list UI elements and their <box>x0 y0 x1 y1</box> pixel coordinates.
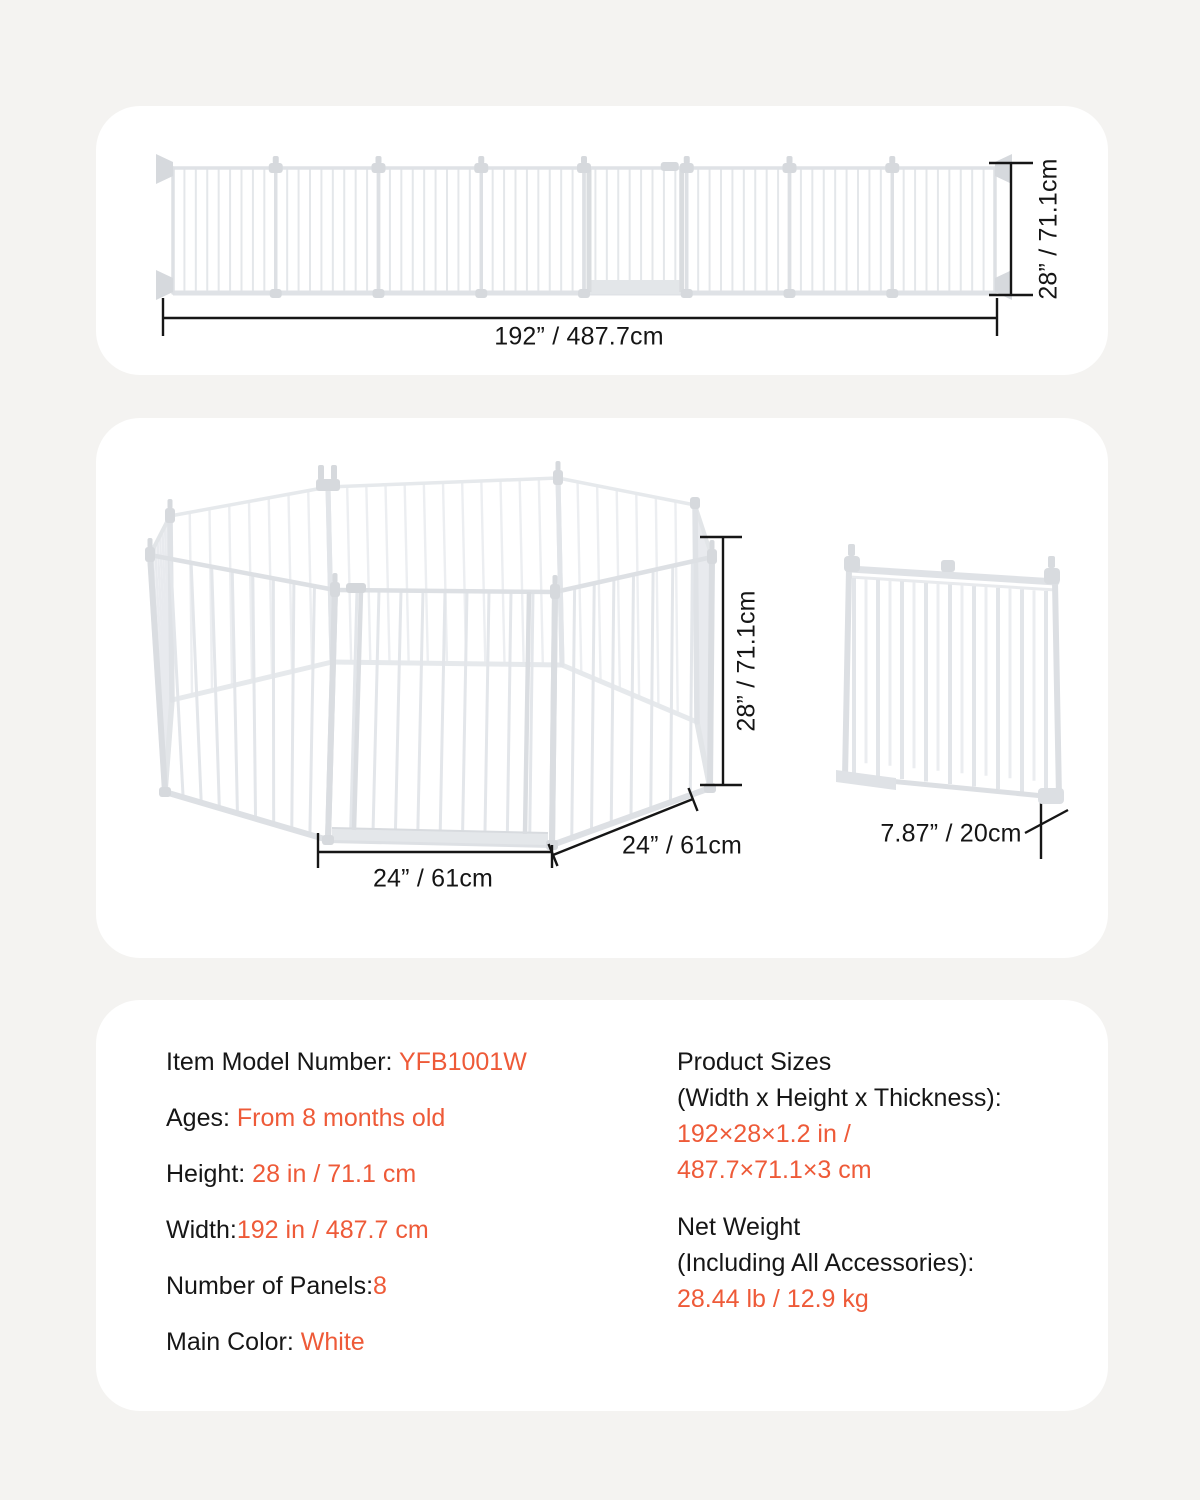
spec-label: Item Model Number: <box>166 1048 399 1076</box>
spec-label: Ages: <box>166 1104 237 1132</box>
spec-value: From 8 months old <box>236 1104 446 1132</box>
pen-front-width-dimension-label: 24” / 61cm <box>372 864 494 893</box>
pen-height-dimension-label: 28” / 71.1cm <box>732 590 761 732</box>
spec-list-right <box>677 1044 1077 1317</box>
spec-row-panels <box>166 1269 606 1303</box>
product-sizes-value-cm: 487.7×71.1×3 cm <box>677 1156 872 1184</box>
spec-value: 28 in / 71.1 cm <box>252 1160 417 1188</box>
flat-width-dimension-label: 192” / 487.7cm <box>494 322 664 351</box>
spec-label: Number of Panels: <box>166 1272 374 1300</box>
product-sizes-title: Product Sizes <box>677 1048 832 1076</box>
product-sizes-value-in: 192×28×1.2 in / <box>677 1120 851 1148</box>
net-weight-value: 28.44 lb / 12.9 kg <box>677 1285 869 1313</box>
spec-row-ages <box>166 1101 606 1135</box>
assembled-view-card <box>96 418 1108 958</box>
spec-list-left <box>166 1045 606 1381</box>
spec-row-model <box>166 1045 606 1079</box>
octagon-playpen-illustration <box>96 418 1108 958</box>
spec-value: 192 in / 487.7 cm <box>236 1216 429 1244</box>
spec-label: Main Color: <box>166 1328 301 1356</box>
spec-label: Height: <box>166 1160 253 1188</box>
spec-row-color <box>166 1325 606 1359</box>
net-weight-subtitle: (Including All Accessories): <box>677 1249 975 1277</box>
spec-block-net-weight <box>677 1209 1077 1317</box>
spec-value: White <box>300 1328 365 1356</box>
net-weight-title: Net Weight <box>677 1213 801 1241</box>
spec-block-product-sizes <box>677 1044 1077 1188</box>
spec-value: YFB1001W <box>398 1048 527 1076</box>
spec-value: 8 <box>373 1272 387 1300</box>
pen-side-width-dimension-label: 24” / 61cm <box>621 831 743 860</box>
flat-height-dimension-label: 28” / 71.1cm <box>1034 158 1063 300</box>
product-sizes-subtitle: (Width x Height x Thickness): <box>677 1084 1002 1112</box>
spec-row-height <box>166 1157 606 1191</box>
spec-label: Width: <box>166 1216 237 1244</box>
folded-thickness-dimension-label: 7.87” / 20cm <box>880 819 1022 848</box>
specifications-card <box>96 1000 1108 1411</box>
flat-layout-card <box>96 106 1108 375</box>
spec-row-width <box>166 1213 606 1247</box>
